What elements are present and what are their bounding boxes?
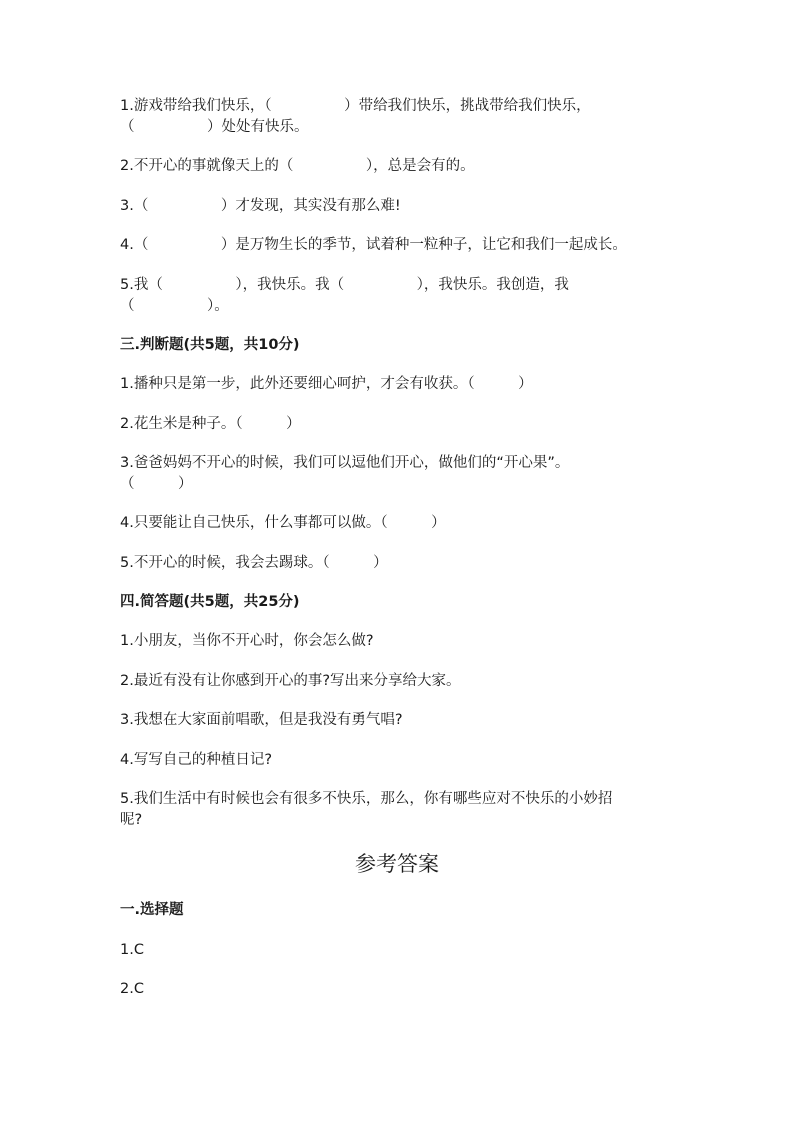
fill-blank-q4: 4.（ ）是万物生长的季节，试着种一粒种子，让它和我们一起成长。 (120, 237, 627, 253)
judge-q5: 5.不开心的时候，我会去踢球。（ ） (120, 555, 388, 571)
fill-blank-q3: 3.（ ）才发现，其实没有那么难! (120, 198, 401, 214)
answer-1: 1.C (120, 942, 144, 958)
answer-2: 2.C (120, 981, 144, 997)
short-answer-q3: 3.我想在大家面前唱歌，但是我没有勇气唱? (120, 712, 403, 728)
short-answer-q4: 4.写写自己的种植日记? (120, 752, 273, 768)
short-answer-section-heading: 四.简答题(共5题，共25分) (120, 594, 300, 610)
fill-blank-q1-line1: 1.游戏带给我们快乐，（ ）带给我们快乐，挑战带给我们快乐， (120, 98, 591, 114)
short-answer-q1: 1.小朋友，当你不开心时，你会怎么做? (120, 633, 374, 649)
answers-section1-heading: 一.选择题 (120, 902, 184, 918)
short-answer-q5-line2: 呢? (120, 812, 143, 828)
short-answer-q5-line1: 5.我们生活中有时候也会有很多不快乐，那么，你有哪些应对不快乐的小妙招 (120, 791, 613, 807)
fill-blank-q2: 2.不开心的事就像天上的（ ），总是会有的。 (120, 158, 475, 174)
judge-q1: 1.播种只是第一步，此外还要细心呵护，才会有收获。（ ） (120, 376, 533, 392)
judge-q3-line2: （ ） (120, 476, 193, 492)
judge-q3-line1: 3.爸爸妈妈不开心的时候，我们可以逗他们开心，做他们的“开心果”。 (120, 455, 570, 471)
fill-blank-q1-line2: （ ）处处有快乐。 (120, 119, 309, 135)
answers-title: 参考答案 (355, 852, 439, 876)
fill-blank-q5-line2: （ ）。 (120, 298, 229, 314)
judge-q2: 2.花生米是种子。（ ） (120, 416, 301, 432)
fill-blank-q5-line1: 5.我（ ），我快乐。我（ ），我快乐。我创造，我 (120, 277, 569, 293)
judge-section-heading: 三.判断题(共5题，共10分) (120, 337, 300, 353)
judge-q4: 4.只要能让自己快乐，什么事都可以做。（ ） (120, 515, 446, 531)
short-answer-q2: 2.最近有没有让你感到开心的事?写出来分享给大家。 (120, 673, 461, 689)
